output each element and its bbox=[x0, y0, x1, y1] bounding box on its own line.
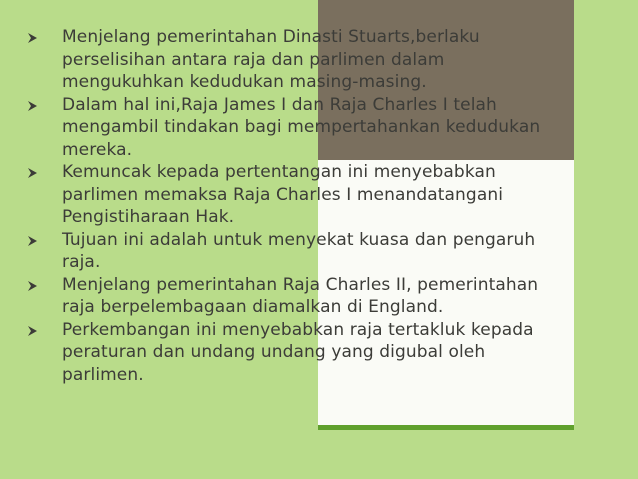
bullet-list bbox=[26, 26, 601, 386]
arrowhead-bullet-icon bbox=[26, 280, 38, 292]
arrowhead-bullet-icon bbox=[26, 32, 38, 44]
bullet-item bbox=[26, 229, 601, 274]
bullet-text-line: Perkembangan ini menyebabkan raja tertakluk kepada bbox=[62, 319, 534, 340]
bullet-text-line: mengambil tindakan bagi mempertahankan kedudukan bbox=[62, 117, 541, 137]
bullet-text-line: Tujuan ini adalah untuk menyekat kuasa dan pengaruh bbox=[62, 229, 536, 250]
bullet-item bbox=[26, 94, 601, 162]
bullet-item bbox=[26, 26, 601, 94]
arrowhead-bullet-icon bbox=[26, 325, 38, 337]
bullet-text-line: parlimen memaksa Raja Charles I menandatangani bbox=[62, 184, 504, 205]
bullet-text-line: raja berpelembagaan diamalkan di England. bbox=[62, 297, 444, 317]
bullet-text-line: raja. bbox=[62, 252, 101, 272]
bullet-text-line: Menjelang pemerintahan Dinasti Stuarts,berlaku bbox=[62, 27, 480, 47]
bullet-text-line: Dalam hal ini,Raja James I dan Raja Charles I telah bbox=[62, 94, 497, 115]
bullet-item bbox=[26, 274, 601, 319]
bullet-text-line: Kemuncak kepada pertentangan ini menyebabkan bbox=[62, 162, 496, 182]
arrowhead-bullet-icon bbox=[26, 167, 38, 179]
bullet-text-line: peraturan dan undang undang yang digubal oleh bbox=[62, 342, 486, 362]
bullet-item bbox=[26, 161, 601, 229]
decorative-green-line bbox=[318, 425, 574, 430]
bullet-text-line: mereka. bbox=[62, 139, 133, 160]
bullet-text-line: mengukuhkan kedudukan masing-masing. bbox=[62, 72, 427, 92]
bullet-text-line: parlimen. bbox=[62, 364, 144, 385]
bullet-item bbox=[26, 319, 601, 387]
arrowhead-bullet-icon bbox=[26, 235, 38, 247]
arrowhead-bullet-icon bbox=[26, 100, 38, 112]
bullet-text-line: perselisihan antara raja dan parlimen dalam bbox=[62, 49, 445, 70]
bullet-text-line: Pengistiharaan Hak. bbox=[62, 207, 235, 227]
bullet-text-line: Menjelang pemerintahan Raja Charles II, pemerintahan bbox=[62, 274, 539, 295]
